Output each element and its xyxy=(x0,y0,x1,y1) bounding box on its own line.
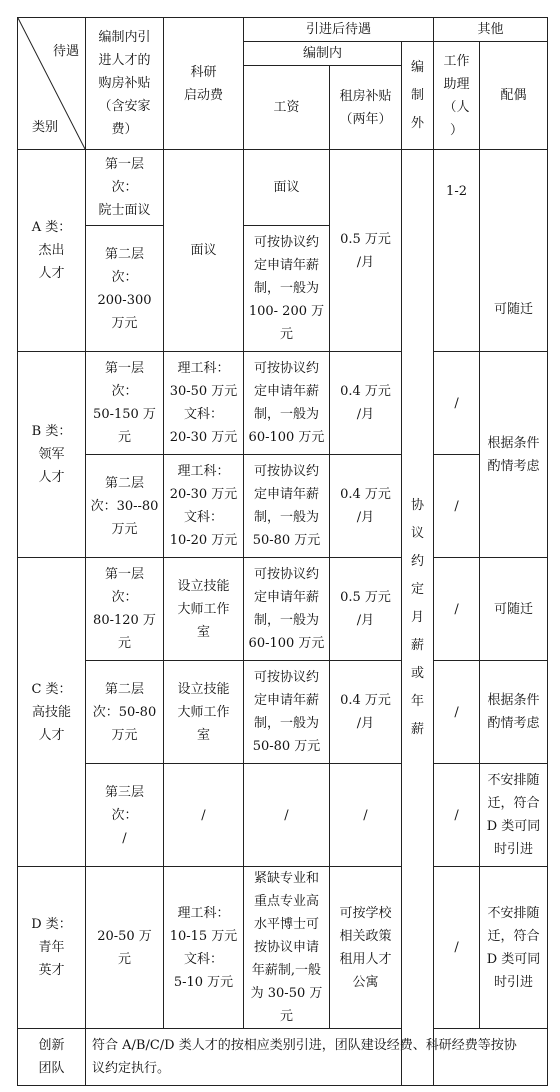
header-in-staff: 编制内 xyxy=(244,42,402,66)
b-level1-rent: 0.4 万元 /月 xyxy=(330,352,402,455)
header-research-fund: 科研 启动费 xyxy=(164,18,244,150)
d-assistant: / xyxy=(434,867,480,1029)
b-level2-salary: 可按协议约 定申请年薪 制，一般为 50-80 万元 xyxy=(244,455,330,558)
header-treatment: 待遇 xyxy=(52,44,79,59)
c-level2-research: 设立技能 大师工作 室 xyxy=(164,661,244,764)
header-housing-subsidy: 编制内引 进人才的 购房补贴 （含安家 费） xyxy=(86,18,164,150)
c-level1-salary: 可按协议约 定申请年薪 制，一般为 60-100 万元 xyxy=(244,558,330,661)
c-level3-salary: / xyxy=(244,764,330,867)
c-level1-rent: 0.5 万元 /月 xyxy=(330,558,402,661)
header-rent-subsidy: 租房补贴 （两年） xyxy=(330,66,402,150)
header-out-staff: 编制外 xyxy=(402,42,434,150)
a-level2-salary: 可按协议约 定申请年薪 制，一般为 100- 200 万 元 xyxy=(244,226,330,352)
b-level1-assistant: / xyxy=(434,352,480,455)
d-housing: 20-50 万 元 xyxy=(86,867,164,1029)
diagonal-header-cell xyxy=(18,18,86,150)
c-level1-assistant: / xyxy=(434,558,480,661)
header-salary: 工资 xyxy=(244,66,330,150)
talent-treatment-table xyxy=(17,17,548,1086)
b-level2-rent: 0.4 万元 /月 xyxy=(330,455,402,558)
header-other: 其他 xyxy=(434,18,548,42)
c-level1-research: 设立技能 大师工作 室 xyxy=(164,558,244,661)
a-level2: 第二层 次： 200-300 万元 xyxy=(86,226,164,352)
c-level2-salary: 可按协议约 定申请年薪 制，一般为 50-80 万元 xyxy=(244,661,330,764)
category-a-label: A 类： 杰出 人才 xyxy=(18,150,86,352)
category-c-label: C 类： 高技能 人才 xyxy=(18,558,86,867)
a-rent: 0.5 万元 /月 xyxy=(330,150,402,352)
c-level2: 第二层 次：50-80 万元 xyxy=(86,661,164,764)
header-category: 类别 xyxy=(32,120,59,135)
a-level1-salary: 面议 xyxy=(244,150,330,226)
category-d-label: D 类： 青年 英才 xyxy=(18,867,86,1029)
c-level3-research: / xyxy=(164,764,244,867)
d-salary: 紧缺专业和 重点专业高 水平博士可 按协议申请 年薪制,一般 为 30-50 万元 xyxy=(244,867,330,1029)
a-research: 面议 xyxy=(164,150,244,352)
c-level3-rent: / xyxy=(330,764,402,867)
header-spouse: 配偶 xyxy=(480,42,548,150)
category-b-label: B 类： 领军 人才 xyxy=(18,352,86,558)
c-level3-spouse: 不安排随 迁，符合 D 类可同 时引进 xyxy=(480,764,548,867)
a-spouse: 可随迁 xyxy=(480,150,548,352)
c-level3-assistant: / xyxy=(434,764,480,867)
out-staff-value: 协议约定月薪或年薪 xyxy=(402,150,434,1086)
b-level1-salary: 可按协议约 定申请年薪 制，一般为 60-100 万元 xyxy=(244,352,330,455)
header-assistant: 工作 助理 （人 ） xyxy=(434,42,480,150)
a-assistant: 1-2 xyxy=(434,150,480,352)
c-level3: 第三层 次： / xyxy=(86,764,164,867)
a-level1: 第一层 次： 院士面议 xyxy=(86,150,164,226)
c-level1-spouse: 可随迁 xyxy=(480,558,548,661)
b-level2-research: 理工科： 20-30 万元 文科： 10-20 万元 xyxy=(164,455,244,558)
b-level1-research: 理工科： 30-50 万元 文科： 20-30 万元 xyxy=(164,352,244,455)
b-level1: 第一层 次： 50-150 万 元 xyxy=(86,352,164,455)
c-level2-spouse: 根据条件 酌情考虑 xyxy=(480,661,548,764)
innovation-team-text: 符合 A/B/C/D 类人才的按相应类别引进，团队建设经费、科研经费等按协 议约定执行。 xyxy=(86,1029,548,1086)
d-rent: 可按学校 相关政策 租用人才 公寓 xyxy=(330,867,402,1029)
b-level2: 第二层 次：30--80 万元 xyxy=(86,455,164,558)
header-after-intro: 引进后待遇 xyxy=(244,18,434,42)
c-level1: 第一层 次： 80-120 万 元 xyxy=(86,558,164,661)
c-level2-assistant: / xyxy=(434,661,480,764)
b-spouse: 根据条件 酌情考虑 xyxy=(480,352,548,558)
b-level2-assistant: / xyxy=(434,455,480,558)
d-research: 理工科： 10-15 万元 文科： 5-10 万元 xyxy=(164,867,244,1029)
d-spouse: 不安排随 迁，符合 D 类可同 时引进 xyxy=(480,867,548,1029)
c-level2-rent: 0.4 万元 /月 xyxy=(330,661,402,764)
innovation-team-label: 创新 团队 xyxy=(18,1029,86,1086)
